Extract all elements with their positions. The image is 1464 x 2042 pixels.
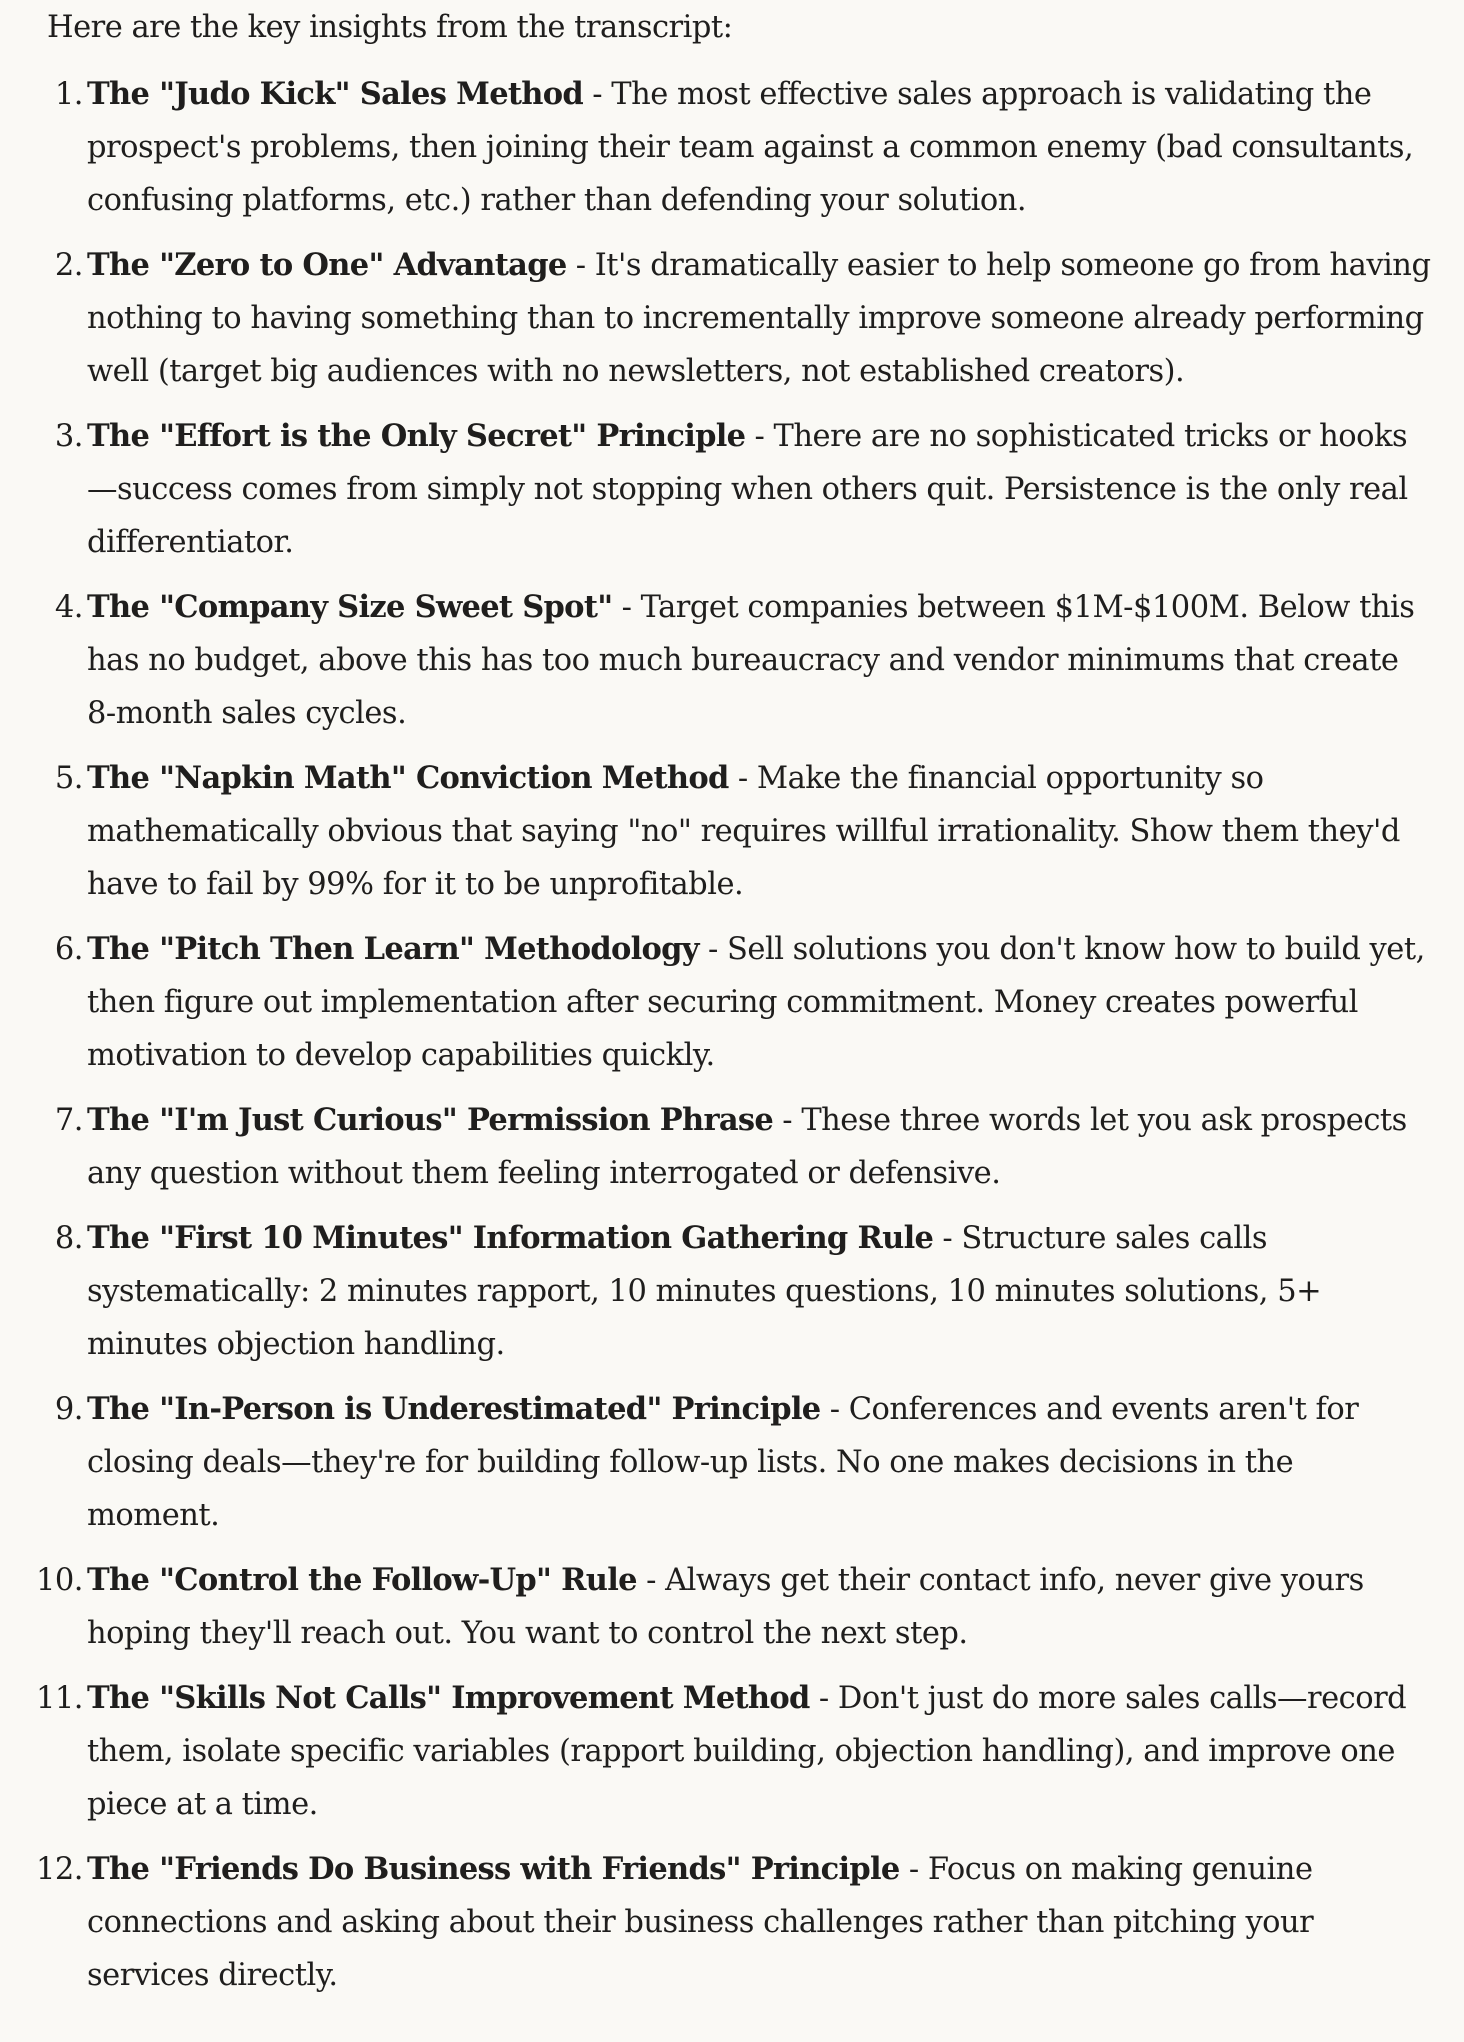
list-item-title: The "First 10 Minutes" Information Gathering Rule — [87, 1220, 934, 1256]
list-item-title: The "Zero to One" Advantage — [87, 247, 567, 283]
list-item-title: The "Friends Do Business with Friends" Principle — [87, 1851, 900, 1887]
list-item-text: These three words let you ask prospects any question without them feeling interrogated or defensive. — [87, 1103, 1407, 1191]
list-item-separator: - — [636, 1563, 666, 1598]
list-item-separator: - — [773, 1103, 802, 1138]
list-item-text: Structure sales calls systematically: 2 minutes rapport, 10 minutes questions, 10 minutes solutions, 5+ minutes objection handling. — [87, 1221, 1322, 1362]
list-item — [47, 752, 1434, 911]
list-item-number: 1. — [54, 77, 83, 112]
list-item-number: 3. — [54, 419, 83, 454]
insights-list — [35, 68, 1434, 2002]
list-item-separator: - — [809, 1681, 838, 1716]
list-item-number: 8. — [54, 1221, 83, 1256]
list-item-title: The "Control the Follow-Up" Rule — [87, 1562, 637, 1598]
list-item-text: Target companies between $1M-$100M. Below this has no budget, above this has too much bureaucracy and vendor minimums that create 8-month sales cycles. — [87, 590, 1415, 731]
list-item-number: 6. — [54, 932, 83, 967]
list-item-number: 2. — [54, 248, 83, 283]
list-item — [47, 68, 1434, 227]
list-item-separator: - — [820, 1392, 849, 1427]
list-item-separator: - — [728, 761, 757, 796]
list-item-separator: - — [933, 1221, 962, 1256]
list-item-text: Always get their contact info, never give yours hoping they'll reach out. You want to control the next step. — [87, 1563, 1364, 1651]
list-item-separator: - — [745, 419, 774, 454]
list-item-text: Focus on making genuine connections and asking about their business challenges rather than pitching your services directly. — [87, 1852, 1314, 1993]
list-item — [47, 1094, 1434, 1200]
list-item-separator: - — [899, 1852, 928, 1887]
list-item-number: 12. — [35, 1852, 83, 1887]
list-item-separator: - — [583, 77, 612, 112]
list-item-text: There are no sophisticated tricks or hooks—success comes from simply not stopping when others quit. Persistence is the only real differentiator. — [87, 419, 1408, 560]
list-item — [35, 1672, 1434, 1831]
list-item-number: 10. — [35, 1563, 83, 1598]
list-item — [35, 1843, 1434, 2002]
list-item — [47, 239, 1434, 398]
list-item — [47, 581, 1434, 740]
list-item-title: The "In-Person is Underestimated" Principle — [87, 1391, 821, 1427]
list-item-title: The "Company Size Sweet Spot" — [87, 589, 613, 625]
intro-text: Here are the key insights from the transcript: — [47, 10, 733, 45]
list-item-separator: - — [698, 932, 728, 967]
list-item-title: The "Pitch Then Learn" Methodology — [87, 931, 699, 967]
list-item-separator: - — [612, 590, 641, 625]
list-item — [47, 410, 1434, 569]
list-item-number: 4. — [54, 590, 83, 625]
list-item-title: The "I'm Just Curious" Permission Phrase — [87, 1102, 774, 1138]
list-item-text: It's dramatically easier to help someone go from having nothing to having something than to incrementally improve someone already performing well (target big audiences with no newsletters, not established creators). — [87, 248, 1431, 389]
list-item-title: The "Judo Kick" Sales Method — [87, 76, 584, 112]
list-item-text: Make the financial opportunity so mathematically obvious that saying "no" requires willful irrationality. Show them they'd have to fail by 99% for it to be unprofitable. — [87, 761, 1400, 902]
list-item-text: Conferences and events aren't for closing deals—they're for building follow-up lists. No one makes decisions in the moment. — [87, 1392, 1359, 1533]
list-item-number: 9. — [54, 1392, 83, 1427]
list-item-text: The most effective sales approach is validating the prospect's problems, then joining their team against a common enemy (bad consultants, confusing platforms, etc.) rather than defending your solution. — [87, 77, 1414, 218]
list-item-title: The "Effort is the Only Secret" Principle — [87, 418, 746, 454]
list-item — [47, 1212, 1434, 1371]
list-item-separator: - — [566, 248, 595, 283]
list-item-title: The "Skills Not Calls" Improvement Method — [87, 1680, 810, 1716]
list-item — [47, 1383, 1434, 1542]
list-item-number: 7. — [54, 1103, 83, 1138]
list-item — [35, 1554, 1434, 1660]
list-item-number: 5. — [54, 761, 83, 796]
list-item-text: Don't just do more sales calls—record them, isolate specific variables (rapport building, objection handling), and improve one piece at a time. — [87, 1681, 1407, 1822]
list-item — [47, 923, 1434, 1082]
list-item-text: Sell solutions you don't know how to build yet, then figure out implementation after securing commitment. Money creates powerful motivation to develop capabilities quickly. — [87, 932, 1425, 1073]
list-item-title: The "Napkin Math" Conviction Method — [87, 760, 729, 796]
list-item-number: 11. — [35, 1681, 83, 1716]
